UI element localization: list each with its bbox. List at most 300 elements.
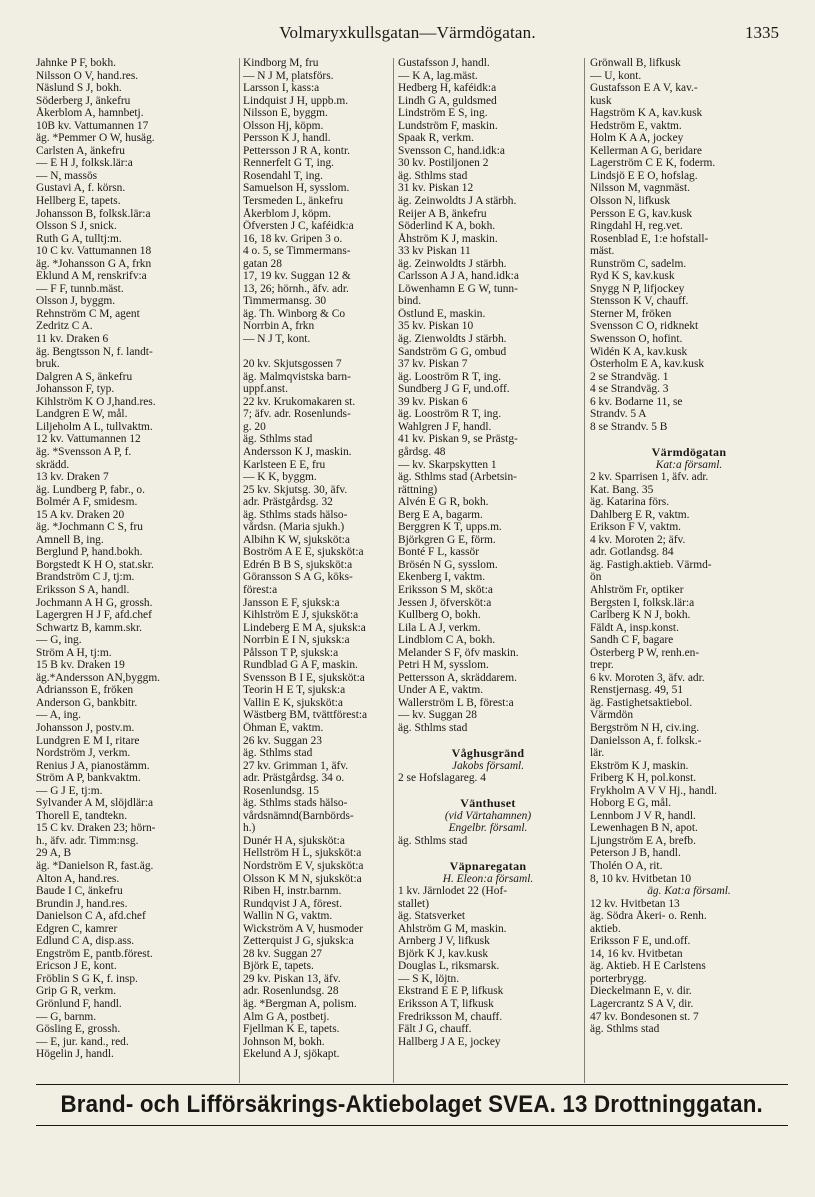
directory-line: Brösén N G, sysslom. <box>398 558 498 571</box>
directory-line: adr. Prästgårdsg. 32 <box>243 496 333 509</box>
directory-line: 13, 26; hörnh., äfv. adr. <box>243 282 349 295</box>
directory-line: Lundström F, maskin. <box>398 119 498 132</box>
parish-label: Kat:a församl. <box>655 458 723 471</box>
directory-line: 39 kv. Piskan 6 <box>398 395 468 408</box>
directory-line: Vallin E K, sjuksköt:a <box>243 696 343 709</box>
directory-line: Hagström K A, kav.kusk <box>590 107 703 120</box>
directory-line: Fäldt A, insp.konst. <box>590 621 679 634</box>
directory-line: Rundblad G A F, maskin. <box>243 659 358 672</box>
directory-line: Alton A, hand.res. <box>36 872 120 885</box>
directory-line: Runström C, sadelm. <box>590 257 687 270</box>
directory-line: Berglund P, hand.bokh. <box>36 546 143 559</box>
directory-line: 33 kv Piskan 11 <box>398 245 471 258</box>
directory-line: — K K, byggm. <box>243 471 317 484</box>
directory-line: Kihlström K O J,hand.res. <box>36 395 156 408</box>
directory-line: Grönwall B, lifkusk <box>590 57 681 69</box>
directory-line: 20 kv. Skjutsgossen 7 <box>243 358 342 371</box>
directory-line: adr. Rosenlundsg. 28 <box>243 985 339 998</box>
column-divider <box>239 58 240 1083</box>
directory-line: Öfversten J C, kaféidk:a <box>243 220 354 233</box>
directory-line: Swensson O, hofint. <box>590 333 683 346</box>
directory-line: — F F, tunnb.mäst. <box>36 282 124 295</box>
directory-line: Grip G R, verkm. <box>36 985 117 998</box>
directory-line: 29 kv. Piskan 13, äfv. <box>243 972 341 985</box>
column-4 <box>590 57 788 1082</box>
directory-line: äg. Sthlms stad <box>590 1023 660 1036</box>
directory-line: rättning) <box>398 483 438 496</box>
directory-line: 31 kv. Piskan 12 <box>398 182 474 195</box>
directory-line: — kv. Skarpskytten 1 <box>398 458 497 471</box>
directory-line: stallet) <box>398 897 429 910</box>
directory-line: Hellberg E, tapets. <box>36 195 121 208</box>
directory-line: 4 kv. Moroten 2; äfv. <box>590 533 686 546</box>
street-heading: Vänthuset <box>460 797 516 810</box>
directory-line: Under A E, vaktm. <box>398 684 484 697</box>
directory-line: Ericson J E, kont. <box>36 960 117 973</box>
directory-line: skrädd. <box>36 458 70 471</box>
directory-line: äg. Sthlms stads hälso- <box>243 508 348 521</box>
directory-line: Liljeholm A L, tullvaktm. <box>36 420 153 433</box>
advertisement-banner <box>36 1084 788 1126</box>
directory-line: — U, kont. <box>590 69 642 82</box>
directory-line: Löwenhamn E G W, tunn- <box>398 282 518 295</box>
directory-line: Persson K J, handl. <box>243 132 331 145</box>
directory-line: Holm K A A, jockey <box>590 132 684 145</box>
directory-line: 8, 10 kv. Hvitbetan 10 <box>590 872 692 885</box>
directory-line: Eriksson S M, sköt:a <box>398 583 493 596</box>
directory-line: 4 o. 5, se Timmermans- <box>243 245 351 258</box>
parish-label: Jakobs församl. <box>451 759 525 772</box>
directory-line: Snygg N P, lifjockey <box>590 282 685 295</box>
directory-line: Lindsjö E E O, hofslag. <box>590 169 698 182</box>
street-heading: Väpnaregatan <box>449 860 527 873</box>
directory-line: Spaak R, verkm. <box>398 132 474 145</box>
directory-line: — N J M, platsförs. <box>243 69 334 82</box>
directory-line: Kat. Bang. 35 <box>590 483 654 496</box>
directory-line: Berggren K T, upps.m. <box>398 521 502 534</box>
directory-line: Åkerblom A, hamnbetj. <box>36 107 144 120</box>
directory-line: Olsson S J, snick. <box>36 220 117 233</box>
directory-line: 2 se Hofslagareg. 4 <box>398 772 486 785</box>
directory-line: 28 kv. Suggan 27 <box>243 947 322 960</box>
directory-line: 2 kv. Sparrisen 1, äfv. adr. <box>590 471 709 484</box>
directory-line: Nordström E V, sjuksköt:a <box>243 860 364 872</box>
directory-line: äg. Bengtsson N, f. landt- <box>36 345 153 358</box>
directory-line: Ljungström E A, brefb. <box>590 834 696 847</box>
directory-line: g. 20 <box>243 420 266 433</box>
directory-line: Landgren E W, mål. <box>36 408 128 421</box>
directory-line: Jansson E F, sjuksk:a <box>243 596 340 609</box>
directory-line: Tersmeden L, änkefru <box>243 195 344 208</box>
directory-line <box>398 847 578 860</box>
directory-line: 16, 18 kv. Gripen 3 o. <box>243 232 343 245</box>
directory-line: äg. Fastigh.aktieb. Värmd- <box>590 558 712 571</box>
directory-line: Baude I C, änkefru <box>36 885 123 898</box>
directory-line: Lila L A J, verkm. <box>398 621 481 634</box>
directory-line: Åkerblom J, köpm. <box>243 207 331 220</box>
directory-line: Fredriksson M, chauff. <box>398 1010 503 1023</box>
directory-line: äg. *Jochmann C S, fru <box>36 521 143 534</box>
directory-line: Åhström K J, maskin. <box>398 232 498 245</box>
directory-line: äg. Aktieb. H E Carlstens <box>590 960 706 973</box>
directory-line: Borgstedt K H O, stat.skr. <box>36 558 154 571</box>
directory-line: Göransson S A G, köks- <box>243 571 353 584</box>
directory-line: Jahnke P F, bokh. <box>36 57 116 69</box>
directory-line: Nordström J, verkm. <box>36 747 131 760</box>
directory-line: Strandv. 5 A <box>590 408 647 421</box>
directory-line: Wahlgren J F, handl. <box>398 420 492 433</box>
directory-line: vårdsn. (Maria sjukh.) <box>243 521 345 534</box>
advertisement-text: Brand- och Lifförsäkrings-Aktiebolaget SVEA. 13 Drottninggatan. <box>60 1091 764 1118</box>
directory-line: Ahlström Fr, optiker <box>590 583 684 596</box>
directory-line: Melander S F, öfv maskin. <box>398 646 519 659</box>
directory-line: äg. *Svensson A P, f. <box>36 445 132 458</box>
directory-line: Ahlström G M, maskin. <box>398 922 507 935</box>
directory-line: Rennerfelt G T, ing. <box>243 157 334 170</box>
directory-line: Hedström E, vaktm. <box>590 119 682 132</box>
page-header <box>0 20 815 46</box>
directory-line: Jessen J, öfversköt:a <box>398 596 492 609</box>
directory-line <box>243 346 389 359</box>
directory-line: Lewenhagen B N, apot. <box>590 822 698 835</box>
directory-line: 37 kv. Piskan 7 <box>398 358 468 371</box>
directory-line: Norrbin A, frkn <box>243 320 315 333</box>
directory-line: Reijer A B, änkefru <box>398 207 487 220</box>
directory-line: Ekstrand E E P, lifkusk <box>398 985 504 998</box>
directory-line: 15 A kv. Draken 20 <box>36 508 125 521</box>
directory-line: Erikson F V, vaktm. <box>590 521 682 534</box>
directory-line: äg. Zeinwoldts J A stärbh. <box>398 195 517 208</box>
directory-line: Anderson G, bankbitr. <box>36 696 138 709</box>
directory-line: Gösling E, grossh. <box>36 1023 121 1036</box>
directory-line: 27 kv. Grimman 1, äfv. <box>243 759 349 772</box>
directory-line: 7; äfv. adr. Rosenlunds- <box>243 408 351 421</box>
directory-line: äg. Malmqvistska barn- <box>243 370 351 383</box>
directory-line: Renius J A, pianostämm. <box>36 759 150 772</box>
directory-line: Grönlund F, handl. <box>36 998 122 1011</box>
directory-line: gårdsg. 48 <box>398 445 446 458</box>
directory-line: Eklund A M, renskrifv:a <box>36 270 147 283</box>
directory-line: Eriksson F E, und.off. <box>590 935 691 948</box>
column-divider <box>584 58 585 1083</box>
directory-line: 4 se Strandväg. 3 <box>590 383 669 396</box>
directory-line: Östlund E, maskin. <box>398 307 486 320</box>
directory-line: Gustafsson E A V, kav.- <box>590 82 698 95</box>
directory-line: — G J E, tj:m. <box>36 784 103 797</box>
directory-line: Lagergren H J F, afd.chef <box>36 609 152 622</box>
column-3 <box>398 57 578 1082</box>
directory-line: Dunér H A, sjuksköt:a <box>243 834 345 847</box>
directory-line: äg. Zienwoldts J stärbh. <box>398 333 507 346</box>
directory-line: Stensson K V, chauff. <box>590 295 689 308</box>
directory-line: Fält J G, chauff. <box>398 1023 472 1036</box>
directory-line: äg. *Pemmer O W, husäg. <box>36 132 155 145</box>
directory-line: Bergström N H, civ.ing. <box>590 721 700 734</box>
parish-label: Engelbr. församl. <box>448 822 528 835</box>
street-heading: Våghusgränd <box>451 747 525 760</box>
directory-line: 10 C kv. Vattumannen 18 <box>36 245 152 258</box>
directory-line: äg. *Johansson G A, frkn <box>36 257 152 270</box>
directory-line: Österholm E A, kav.kusk <box>590 358 705 371</box>
directory-line: Ekenberg I, vaktm. <box>398 571 486 584</box>
directory-line: äg. Statsverket <box>398 910 466 923</box>
directory-line: äg. Sthlms stad <box>398 834 468 847</box>
directory-line: Norrbin E I N, sjuksk:a <box>243 634 350 647</box>
directory-line: 15 B kv. Draken 19 <box>36 659 125 672</box>
directory-line: Värmdön <box>590 709 634 722</box>
directory-line: förest:a <box>243 583 278 596</box>
directory-line: — G, barnm. <box>36 1010 97 1023</box>
directory-line: Ström A P, bankvaktm. <box>36 772 141 785</box>
directory-line: Wästberg BM, tvättförest:a <box>243 709 368 722</box>
directory-line: Carlberg K N J, bokh. <box>590 609 691 622</box>
directory-line: mäst. <box>590 245 615 258</box>
directory-line: 14, 16 kv. Hvitbetan <box>590 947 683 960</box>
directory-line: Björk K J, kav.kusk <box>398 947 489 960</box>
directory-line: Fröblin S G K, f. insp. <box>36 972 138 985</box>
directory-line: kusk <box>590 94 612 107</box>
directory-line: Högelin J, handl. <box>36 1048 114 1061</box>
directory-line: Renstjernasg. 49, 51 <box>590 684 684 697</box>
directory-line: Edlund C A, disp.ass. <box>36 935 135 948</box>
directory-line: Danielsson A, f. folksk.- <box>590 734 702 747</box>
directory-line: ön <box>590 571 602 584</box>
directory-line: Lundgren E M I, ritare <box>36 734 140 747</box>
directory-line: Rosenblad E, 1:e hofstall- <box>590 232 709 245</box>
directory-line: 6 kv. Moroten 3, äfv. adr. <box>590 671 705 684</box>
directory-line: Öhman E, vaktm. <box>243 721 324 734</box>
directory-line: Eriksson A T, lifkusk <box>398 998 494 1011</box>
directory-line: Riben H, instr.barnm. <box>243 885 342 898</box>
directory-line: bind. <box>398 295 422 308</box>
directory-line: Tholén O A, rit. <box>590 860 663 872</box>
directory-line: Zedritz C A. <box>36 320 93 333</box>
column-2 <box>243 57 389 1082</box>
parish-label: äg. Kat:a församl. <box>647 885 731 898</box>
directory-line: Kihlström E J, sjuksköt:a <box>243 609 359 622</box>
directory-line: — S K, löjtn. <box>398 972 460 985</box>
directory-line: Boström A E E, sjuksköt:a <box>243 546 364 559</box>
directory-line: Johansson B, folksk.lär:a <box>36 207 151 220</box>
directory-line: Lindquist J H, uppb.m. <box>243 94 349 107</box>
directory-line: Johansson J, postv.m. <box>36 721 135 734</box>
directory-line: Amnell B, ing. <box>36 533 104 546</box>
directory-line: Rosendahl T, ing. <box>243 169 323 182</box>
directory-line: äg. *Danielson R, fast.äg. <box>36 860 154 872</box>
directory-line: Berg E A, bagarm. <box>398 508 483 521</box>
directory-line: äg. Katarina förs. <box>590 496 670 509</box>
directory-line: Persson E G, kav.kusk <box>590 207 693 220</box>
directory-line: Österberg P W, renh.en- <box>590 646 700 659</box>
directory-line: 8 se Strandv. 5 B <box>590 420 668 433</box>
directory-line: äg. Sthlms stad <box>243 433 313 446</box>
directory-line: 29 A, B <box>36 847 72 860</box>
directory-line: äg. Sthlms stad <box>398 169 468 182</box>
directory-line: — E H J, folksk.lär:a <box>36 157 133 170</box>
directory-line: Dieckelmann E, v. dir. <box>590 985 692 998</box>
directory-line: Kellerman A G, beridare <box>590 144 702 157</box>
parish-label: (vid Värtahamnen) <box>444 809 532 822</box>
directory-line: vårdsnämnd(Barnbörds- <box>243 809 354 822</box>
directory-line: 6 kv. Bodarne 11, se <box>590 395 683 408</box>
directory-line: Kindborg M, fru <box>243 57 319 69</box>
directory-line: Jochmann A H G, grossh. <box>36 596 153 609</box>
directory-line: Bolmér A F, smidesm. <box>36 496 138 509</box>
directory-line: Pettersson J R A, kontr. <box>243 144 350 157</box>
directory-line: 11 kv. Draken 6 <box>36 333 109 346</box>
directory-line: äg. Th. Winborg & Co <box>243 307 346 320</box>
directory-line: porterbrygg. <box>590 972 647 985</box>
directory-line: 15 C kv. Draken 23; hörn- <box>36 822 156 835</box>
directory-line: äg. Södra Åkeri- o. Renh. <box>590 910 707 923</box>
directory-line: Lagercrantz S A V, dir. <box>590 998 694 1011</box>
directory-line: 22 kv. Krukomakaren st. <box>243 395 356 408</box>
directory-line: Näslund S J, bokh. <box>36 82 122 95</box>
directory-line: Peterson J B, handl. <box>590 847 681 860</box>
column-divider <box>393 58 394 1083</box>
directory-line: bruk. <box>36 358 60 371</box>
directory-line: Ryd K S, kav.kusk <box>590 270 675 283</box>
directory-line: Brandström C J, tj:m. <box>36 571 135 584</box>
directory-line: Karlsteen E E, fru <box>243 458 326 471</box>
directory-line: 10B kv. Vattumannen 17 <box>36 119 149 132</box>
directory-line: Dalgren A S, änkefru <box>36 370 133 383</box>
directory-line: Hallberg J A E, jockey <box>398 1035 501 1048</box>
directory-line: Svensson C O, ridknekt <box>590 320 699 333</box>
directory-line: Hellström H L, sjuksköt:a <box>243 847 362 860</box>
parish-label: H. Eleon:a församl. <box>442 872 534 885</box>
directory-line: 12 kv. Vattumannen 12 <box>36 433 141 446</box>
directory-line: Fjellman K E, tapets. <box>243 1023 340 1036</box>
directory-line: Carlsten A, änkefru <box>36 144 125 157</box>
directory-line: äg. Sthlms stad (Arbetsin- <box>398 471 517 484</box>
directory-line: 30 kv. Postiljonen 2 <box>398 157 489 170</box>
directory-line: Thorell E, tandtekn. <box>36 809 128 822</box>
directory-line: Sylvander A M, slöjdlär:a <box>36 797 154 810</box>
directory-line: aktieb. <box>590 922 621 935</box>
directory-line <box>398 735 578 748</box>
directory-line: Björk E, tapets. <box>243 960 314 973</box>
directory-line: äg. Zeinwoldts J stärbh. <box>398 257 507 270</box>
directory-line: Nilsson O V, hand.res. <box>36 69 139 82</box>
directory-line: 17, 19 kv. Suggan 12 & <box>243 270 351 283</box>
directory-line: Sandh C F, bagare <box>590 634 674 647</box>
directory-line <box>590 433 788 446</box>
directory-line: Ruth G A, tulltj:m. <box>36 232 122 245</box>
directory-line: — kv. Suggan 28 <box>398 709 477 722</box>
directory-line: Samuelson H, sysslom. <box>243 182 350 195</box>
page-title: Volmaryxkullsgatan—Värmdögatan. <box>279 23 536 42</box>
directory-line: Teorin H E T, sjuksk:a <box>243 684 346 697</box>
directory-line: Engström E, pantb.förest. <box>36 947 153 960</box>
directory-line: Danielson C A, afd.chef <box>36 910 146 923</box>
directory-line: 13 kv. Draken 7 <box>36 471 109 484</box>
directory-line: Pettersson A, skräddarem. <box>398 671 517 684</box>
directory-line: Rosenlundsg. 15 <box>243 784 319 797</box>
directory-line: Pålsson T P, sjuksk:a <box>243 646 339 659</box>
directory-line: Lindh G A, guldsmed <box>398 94 497 107</box>
directory-line: Andersson K J, maskin. <box>243 445 352 458</box>
directory-line: Douglas L, riksmarsk. <box>398 960 500 973</box>
directory-line: Lennbom J V R, handl. <box>590 809 696 822</box>
directory-line: Ekström K J, maskin. <box>590 759 689 772</box>
directory-line: Arnberg J V, lifkusk <box>398 935 490 948</box>
directory-line: Petri H M, sysslom. <box>398 659 489 672</box>
directory-line: — G, ing. <box>36 634 82 647</box>
directory-line: Johnson M, bokh. <box>243 1035 325 1048</box>
directory-line: äg. *Bergman A, polism. <box>243 998 357 1011</box>
directory-line: h., äfv. adr. Timm:nsg. <box>36 834 139 847</box>
directory-line: 25 kv. Skjutsg. 30, äfv. <box>243 483 348 496</box>
directory-line: Lindström E S, ing. <box>398 107 488 120</box>
directory-line: äg. Lundberg P, fabr., o. <box>36 483 145 496</box>
directory-line: Eriksson S A, handl. <box>36 583 130 596</box>
directory-line: Bonté F L, kassör <box>398 546 479 559</box>
directory-line: Sandström G G, ombud <box>398 345 507 358</box>
directory-line: Lagerström C E K, foderm. <box>590 157 716 170</box>
directory-line: Hedberg H, kaféidk:a <box>398 82 497 95</box>
directory-line: — K A, lag.mäst. <box>398 69 478 82</box>
directory-line: Rundqvist J A, förest. <box>243 897 343 910</box>
street-heading: Värmdögatan <box>651 445 727 459</box>
directory-line: äg. Looström R T, ing. <box>398 370 502 383</box>
directory-line: Gustavi A, f. körsn. <box>36 182 126 195</box>
directory-line: Edrén B B S, sjuksköt:a <box>243 558 353 571</box>
directory-line: Wickström A V, husmoder <box>243 922 363 935</box>
directory-line: 12 kv. Hvitbetan 13 <box>590 897 680 910</box>
directory-line: Bergsten I, folksk.lär:a <box>590 596 695 609</box>
directory-line: Edgren C, kamrer <box>36 922 118 935</box>
directory-line: äg. Sthlms stads hälso- <box>243 797 348 810</box>
directory-line: Söderlind K A, bokh. <box>398 220 496 233</box>
directory-line: Adriansson E, fröken <box>36 684 134 697</box>
directory-line: — E, jur. kand., red. <box>36 1035 129 1048</box>
directory-line: Alvén E G R, bokh. <box>398 496 489 509</box>
directory-line: Olsson J, byggm. <box>36 295 116 308</box>
directory-line: — N J T, kont. <box>243 333 311 346</box>
directory-line: Ström A H, tj:m. <box>36 646 112 659</box>
directory-line: Ringdahl H, reg.vet. <box>590 220 683 233</box>
directory-line: 1 kv. Järnlodet 22 (Hof- <box>398 885 508 898</box>
directory-line: Albihn K W, sjuksköt:a <box>243 533 350 546</box>
directory-line: Friberg K H, pol.konst. <box>590 772 697 785</box>
directory-line: 47 kv. Bondesonen st. 7 <box>590 1010 699 1023</box>
directory-line: — A, ing. <box>36 709 81 722</box>
directory-line: äg. Fastighetsaktiebol. <box>590 696 693 709</box>
directory-line: Widén K A, kav.kusk <box>590 345 688 358</box>
directory-line: Lindeberg E M A, sjuksk:a <box>243 621 366 634</box>
directory-line: Zetterquist J G, sjuksk:a <box>243 935 354 948</box>
directory-line: adr. Gotlandsg. 84 <box>590 546 674 559</box>
directory-line: Wallin N G, vaktm. <box>243 910 333 923</box>
page-number: 1335 <box>745 23 779 42</box>
directory-line: Schwartz B, kamm.skr. <box>36 621 142 634</box>
directory-line: Hoborg E G, mål. <box>590 797 672 810</box>
directory-line: Sundberg J G F, und.off. <box>398 383 510 396</box>
directory-line <box>398 785 578 798</box>
directory-line: 35 kv. Piskan 10 <box>398 320 474 333</box>
directory-line: Olsson N, lifkusk <box>590 195 671 208</box>
directory-line: 26 kv. Suggan 23 <box>243 734 322 747</box>
directory-line: adr. Prästgårdsg. 34 o. <box>243 772 345 785</box>
directory-line: Ekelund A J, sjökapt. <box>243 1048 340 1061</box>
directory-line: Nilsson E, byggm. <box>243 107 328 120</box>
directory-line: Svensson C, hand.idk:a <box>398 144 505 157</box>
directory-line: gatan 28 <box>243 257 282 270</box>
directory-line: h.) <box>243 822 256 835</box>
directory-line: äg.*Andersson AN,byggm. <box>36 671 161 684</box>
directory-line: lär. <box>590 747 605 760</box>
